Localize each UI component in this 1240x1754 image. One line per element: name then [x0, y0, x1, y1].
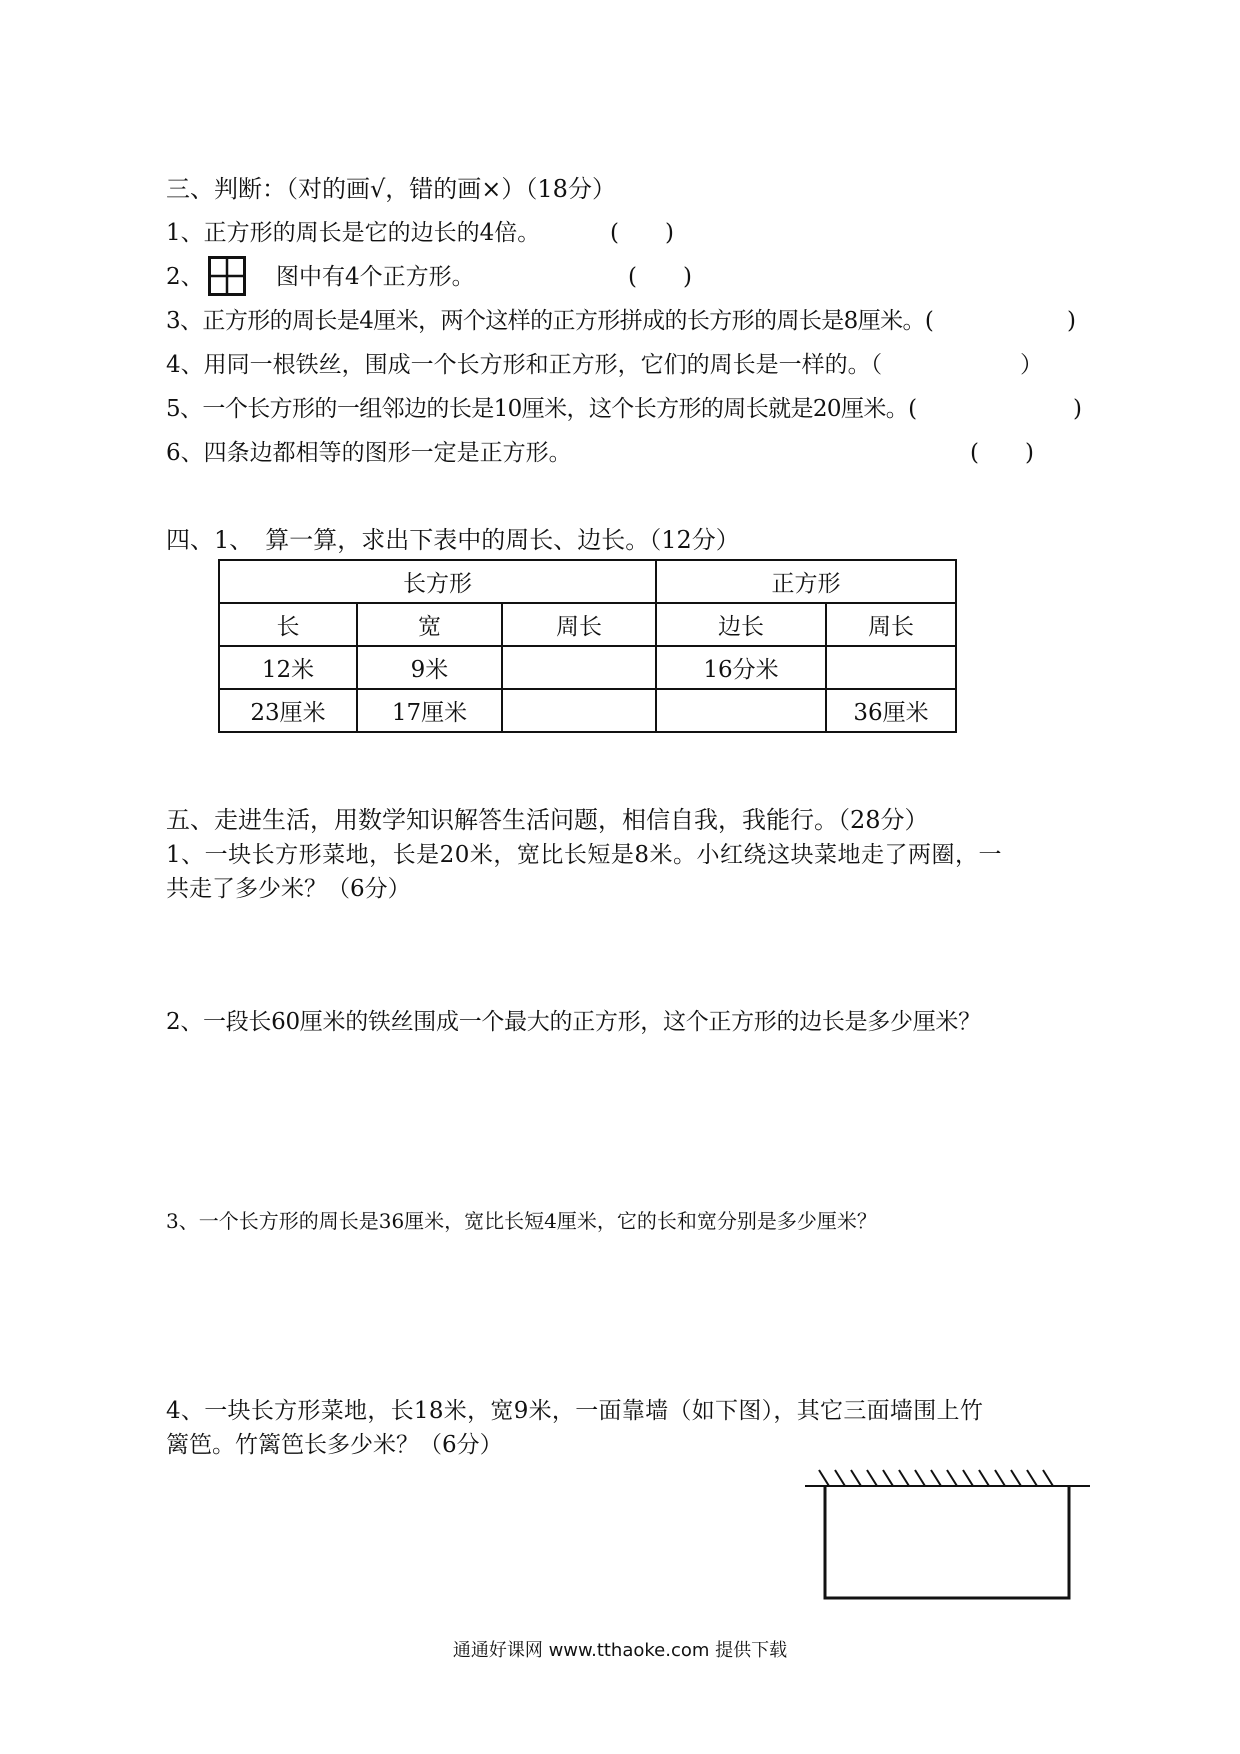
- table-cell-answer[interactable]: [656, 689, 826, 732]
- header-square-perimeter: 周长: [826, 603, 956, 646]
- header-side: 边长: [656, 603, 826, 646]
- answer-paren-4[interactable]: ）: [1020, 352, 1043, 378]
- table-cell: 12米: [219, 646, 357, 689]
- rectangle-group-header: 长方形: [219, 560, 656, 603]
- answer-paren-3[interactable]: ): [1067, 308, 1076, 334]
- section4-title: 四、1、 算一算，求出下表中的周长、边长。（12分）: [166, 526, 740, 554]
- table-cell: 9米: [357, 646, 502, 689]
- square-group-header: 正方形: [656, 560, 956, 603]
- section5-title: 五、走进生活，用数学知识解答生活问题，相信自我，我能行。（28分）: [166, 806, 929, 834]
- judge-item-2: 图中有4个正方形。: [276, 264, 475, 290]
- table-cell-answer[interactable]: [826, 646, 956, 689]
- judge-item-2-number: 2、: [166, 264, 204, 290]
- wall-garden-figure: [805, 1462, 1090, 1602]
- table-cell: 23厘米: [219, 689, 357, 732]
- table-row: [219, 646, 956, 689]
- answer-paren-1[interactable]: ( ): [610, 220, 674, 246]
- judge-item-6: 6、四条边都相等的图形一定是正方形。: [166, 440, 572, 466]
- table-cell: 36厘米: [826, 689, 956, 732]
- table-cell: 17厘米: [357, 689, 502, 732]
- problem-1-line-1: 1、一块长方形菜地，长是20米，宽比长短是8米。小红绕这块菜地走了两圈，一: [166, 842, 1003, 868]
- header-length: 长: [219, 603, 357, 646]
- problem-3: 3、一个长方形的周长是36厘米，宽比长短4厘米，它的长和宽分别是多少厘米？: [166, 1209, 877, 1233]
- problem-1-line-2: 共走了多少米？（6分）: [166, 876, 411, 902]
- answer-paren-6[interactable]: ( ): [970, 440, 1034, 466]
- problem-4-line-2: 篱笆。竹篱笆长多少米？（6分）: [166, 1432, 503, 1458]
- header-width: 宽: [357, 603, 502, 646]
- perimeter-table: [218, 559, 957, 733]
- problem-4-line-1: 4、一块长方形菜地，长18米，宽9米，一面靠墙（如下图），其它三面墙围上竹: [166, 1398, 984, 1424]
- table-header-row: [219, 603, 956, 646]
- answer-paren-2[interactable]: ( ): [628, 264, 692, 290]
- problem-2: 2、一段长60厘米的铁丝围成一个最大的正方形，这个正方形的边长是多少厘米？: [166, 1009, 981, 1035]
- table-row: [219, 689, 956, 732]
- section3-title: 三、判断：（对的画√，错的画×）（18分）: [166, 175, 616, 203]
- judge-item-5: 5、一个长方形的一组邻边的长是10厘米，这个长方形的周长就是20厘米。(: [166, 396, 917, 422]
- table-cell: 16分米: [656, 646, 826, 689]
- footer-credit: 通通好课网 www.tthaoke.com 提供下载: [452, 1640, 788, 1661]
- table-cell-answer[interactable]: [502, 689, 656, 732]
- table-group-header-row: [219, 560, 956, 603]
- judge-item-4: 4、用同一根铁丝，围成一个长方形和正方形，它们的周长是一样的。（: [166, 352, 883, 378]
- judge-item-3: 3、正方形的周长是4厘米，两个这样的正方形拼成的长方形的周长是8厘米。(: [166, 308, 934, 334]
- table-cell-answer[interactable]: [502, 646, 656, 689]
- judge-item-1: 1、正方形的周长是它的边长的4倍。: [166, 220, 541, 246]
- answer-paren-5[interactable]: ): [1073, 396, 1082, 422]
- header-rect-perimeter: 周长: [502, 603, 656, 646]
- four-square-grid-icon: [208, 256, 246, 296]
